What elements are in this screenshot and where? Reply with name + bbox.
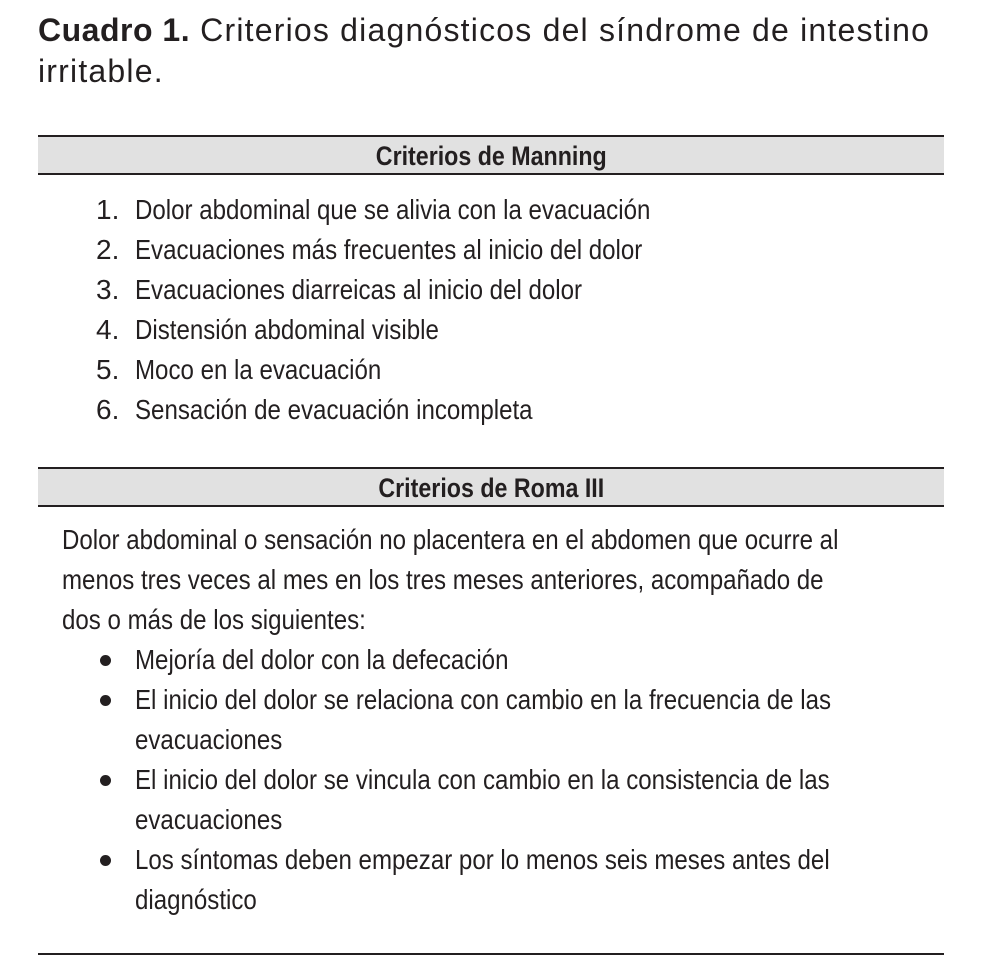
roma-heading: Criterios de Roma III xyxy=(378,473,604,503)
item-number: 6. xyxy=(96,394,120,425)
item-number: 5. xyxy=(96,354,120,385)
item-number: 2. xyxy=(96,234,120,265)
list-item xyxy=(96,640,944,680)
item-text: Dolor abdominal que se alivia con la evacuación xyxy=(135,194,651,225)
table-caption xyxy=(38,10,948,92)
list-item xyxy=(96,350,734,390)
list-item xyxy=(96,270,734,310)
list-item xyxy=(96,680,944,760)
list-item xyxy=(96,840,944,920)
item-text: Moco en la evacuación xyxy=(135,354,382,385)
list-item xyxy=(96,390,734,430)
item-text: El inicio del dolor se vincula con cambio en la consistencia de las xyxy=(135,764,830,795)
item-text-continued: evacuaciones xyxy=(135,804,283,835)
item-text-continued: diagnóstico xyxy=(135,884,257,915)
manning-criteria-list xyxy=(96,190,734,430)
bullet-icon xyxy=(100,775,111,786)
roma-intro-paragraph xyxy=(62,520,983,640)
bullet-icon xyxy=(100,695,111,706)
paragraph-line: menos tres veces al mes en los tres meses anteriores, acompañado de xyxy=(62,564,824,595)
bullet-icon xyxy=(100,855,111,866)
manning-heading: Criterios de Manning xyxy=(375,141,607,171)
item-text: Los síntomas deben empezar por lo menos seis meses antes del xyxy=(135,844,830,875)
manning-heading-band xyxy=(38,135,944,175)
list-item xyxy=(96,760,944,840)
caption-title-line-1: Criterios diagnósticos del síndrome de intestino xyxy=(200,12,931,48)
list-item xyxy=(96,310,734,350)
list-item xyxy=(96,230,734,270)
bullet-icon xyxy=(100,655,111,666)
item-text: Distensión abdominal visible xyxy=(135,314,439,345)
item-number: 3. xyxy=(96,274,120,305)
item-number: 1. xyxy=(96,194,120,225)
roma-heading-band xyxy=(38,467,944,507)
paragraph-line: Dolor abdominal o sensación no placentera en el abdomen que ocurre al xyxy=(62,524,839,555)
table-bottom-rule xyxy=(38,953,944,955)
list-item xyxy=(96,190,734,230)
item-text: Evacuaciones diarreicas al inicio del dolor xyxy=(135,274,583,305)
item-text: El inicio del dolor se relaciona con cambio en la frecuencia de las xyxy=(135,684,832,715)
item-text: Evacuaciones más frecuentes al inicio del dolor xyxy=(135,234,643,265)
paragraph-line: dos o más de los siguientes: xyxy=(62,604,366,635)
item-text-continued: evacuaciones xyxy=(135,724,283,755)
item-text: Sensación de evacuación incompleta xyxy=(135,394,533,425)
roma-criteria-list xyxy=(96,640,944,920)
caption-title-line-2: irritable. xyxy=(38,53,164,89)
item-number: 4. xyxy=(96,314,120,345)
caption-label: Cuadro 1. xyxy=(38,12,191,48)
item-text: Mejoría del dolor con la defecación xyxy=(135,644,509,675)
